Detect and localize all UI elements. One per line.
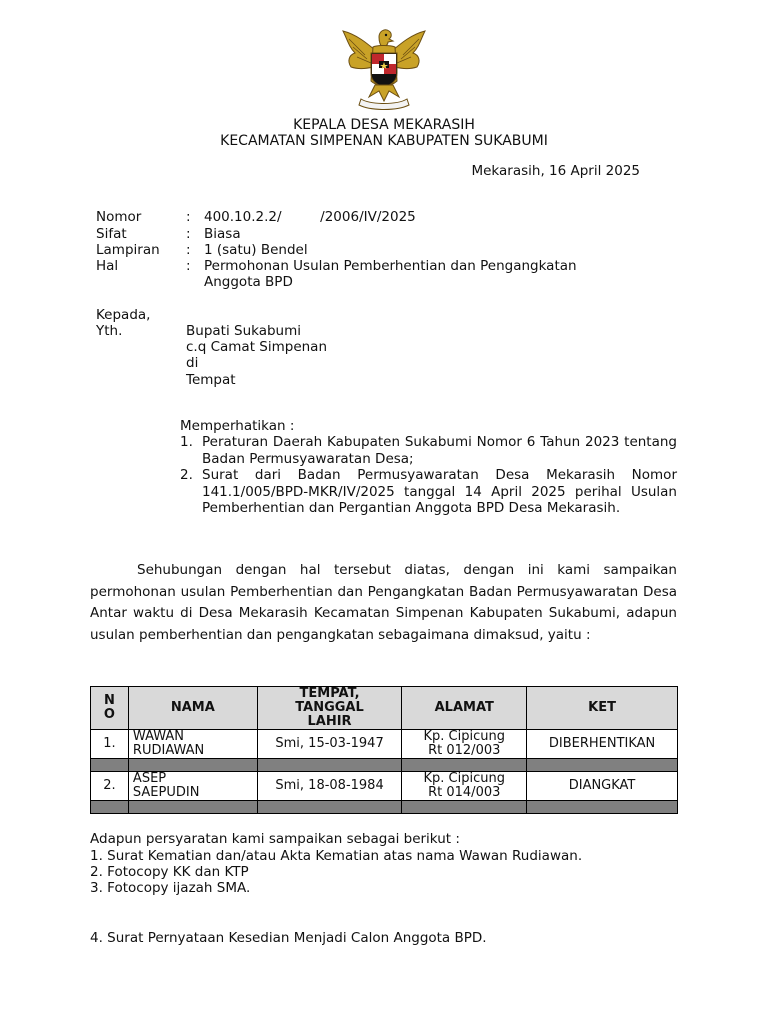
member-table bbox=[90, 686, 678, 814]
considering-title: Memperhatikan : bbox=[180, 418, 295, 434]
cell-alamat: Kp. Cipicung Rt 014/003 bbox=[402, 772, 527, 801]
cell-ket: DIANGKAT bbox=[527, 772, 678, 801]
recipient-line: Tempat bbox=[186, 372, 236, 388]
meta-value: Permohonan Usulan Pemberhentian dan Pengangkatan bbox=[204, 258, 577, 274]
recipient-kepada: Kepada, bbox=[96, 307, 151, 323]
body-paragraph-text: Sehubungan dengan hal tersebut diatas, dengan ini kami sampaikan permohonan usulan Pemberhentian dan Pengangkatan Badan Permusyawaratan Desa Antar waktu di Desa Mekarasih Kecamatan Simpenan Kabupaten Sukabumi, adapun usulan pemberhentian dan pengangkatan sebagaimana dimaksud, yaitu : bbox=[90, 562, 677, 643]
cell-nama: ASEP SAEPUDIN bbox=[128, 772, 257, 801]
recipient-line: c.q Camat Simpenan bbox=[186, 339, 328, 355]
meta-colon: : bbox=[186, 242, 191, 258]
table-separator-row bbox=[91, 759, 678, 772]
meta-value: 1 (satu) Bendel bbox=[204, 242, 308, 258]
table-row bbox=[91, 772, 678, 801]
list-item-number: 2. bbox=[180, 467, 193, 483]
meta-colon: : bbox=[186, 226, 191, 242]
requirement-item: 2. Fotocopy KK dan KTP bbox=[90, 864, 249, 880]
list-item-text: Surat dari Badan Permusyawaratan Desa Mekarasih Nomor 141.1/005/BPD-MKR/IV/2025 tanggal 14 April 2025 perihal Usulan Pemberhentian dan Pergantian Anggota BPD Desa Mekarasih. bbox=[202, 467, 677, 516]
recipient-line: Bupati Sukabumi bbox=[186, 323, 302, 339]
table-row bbox=[91, 730, 678, 759]
letterhead-line-1: KEPALA DESA MEKARASIH bbox=[293, 117, 475, 133]
meta-value: Biasa bbox=[204, 226, 241, 242]
requirement-item: 1. Surat Kematian dan/atau Akta Kematian atas nama Wawan Rudiawan. bbox=[90, 848, 583, 864]
letter-date: Mekarasih, 16 April 2025 bbox=[471, 163, 640, 179]
cell-ket: DIBERHENTIKAN bbox=[527, 730, 678, 759]
letterhead-line-2: KECAMATAN SIMPENAN KABUPATEN SUKABUMI bbox=[220, 133, 548, 149]
meta-value: Anggota BPD bbox=[204, 274, 293, 290]
meta-label: Lampiran bbox=[96, 242, 160, 258]
meta-colon: : bbox=[186, 258, 191, 274]
meta-label: Hal bbox=[96, 258, 119, 274]
cell-alamat: Kp. Cipicung Rt 012/003 bbox=[402, 730, 527, 759]
garuda-pancasila-emblem bbox=[335, 25, 433, 111]
requirement-item: 3. Fotocopy ijazah SMA. bbox=[90, 880, 251, 896]
requirements-intro: Adapun persyaratan kami sampaikan sebagai berikut : bbox=[90, 831, 460, 847]
meta-value: 400.10.2.2/ /2006/IV/2025 bbox=[204, 209, 416, 225]
cell-ttl: Smi, 18-08-1984 bbox=[257, 772, 402, 801]
header-no: N O bbox=[91, 687, 129, 730]
list-item-number: 1. bbox=[180, 434, 193, 450]
recipient-line: di bbox=[186, 355, 199, 371]
list-item-text: Peraturan Daerah Kabupaten Sukabumi Nomor 6 Tahun 2023 tentang Badan Permusyawaratan Desa; bbox=[202, 434, 677, 467]
cell-no: 1. bbox=[91, 730, 129, 759]
meta-label: Sifat bbox=[96, 226, 127, 242]
body-paragraph bbox=[90, 560, 677, 646]
header-nama: NAMA bbox=[128, 687, 257, 730]
cell-ttl: Smi, 15-03-1947 bbox=[257, 730, 402, 759]
header-ket: KET bbox=[527, 687, 678, 730]
header-ttl: TEMPAT, TANGGAL LAHIR bbox=[257, 687, 402, 730]
meta-label: Nomor bbox=[96, 209, 142, 225]
header-alamat: ALAMAT bbox=[402, 687, 527, 730]
cell-no: 2. bbox=[91, 772, 129, 801]
table-header-row bbox=[91, 687, 678, 730]
requirement-item: 4. Surat Pernyataan Kesedian Menjadi Calon Anggota BPD. bbox=[90, 930, 487, 946]
table-separator-row bbox=[91, 801, 678, 814]
cell-nama: WAWAN RUDIAWAN bbox=[128, 730, 257, 759]
meta-colon: : bbox=[186, 209, 191, 225]
recipient-yth: Yth. bbox=[96, 323, 123, 339]
